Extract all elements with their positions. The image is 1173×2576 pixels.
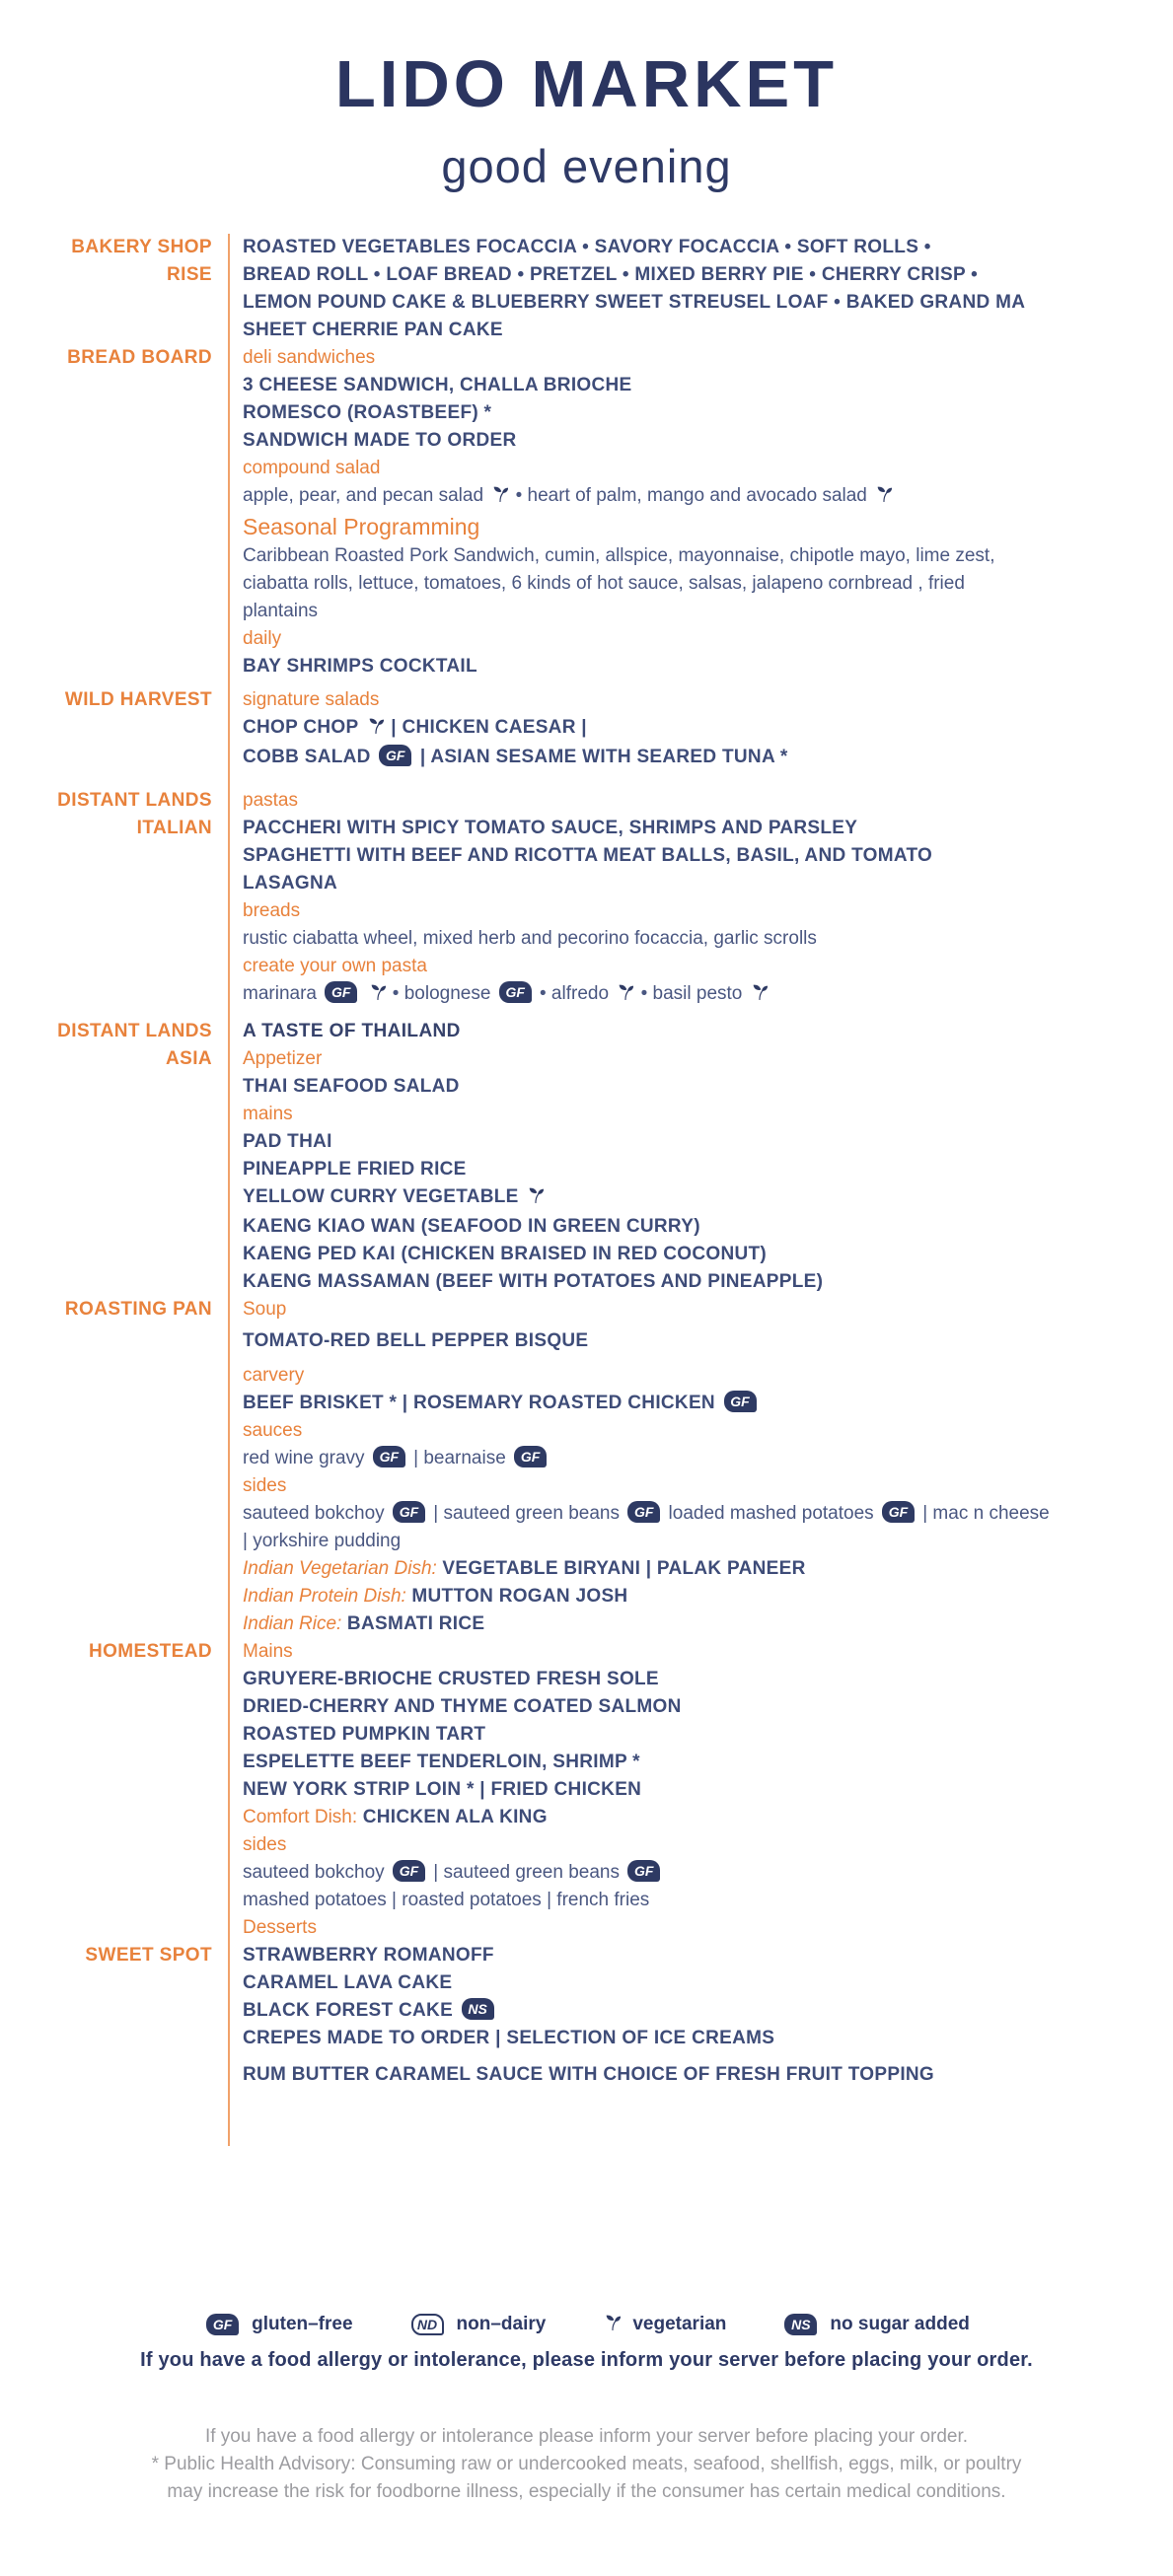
menu-line: SHEET CHERRIE PAN CAKE (243, 319, 503, 340)
menu-line: apple, pear, and pecan salad • heart of palm, mango and avocado salad (243, 482, 1173, 512)
gluten-free-badge-icon: GF (373, 1446, 405, 1467)
gluten-free-badge-icon: GF (627, 1860, 660, 1882)
menu-line: YELLOW CURRY VEGETABLE (243, 1183, 1173, 1213)
menu-line: GRUYERE-BRIOCHE CRUSTED FRESH SOLE (243, 1668, 659, 1689)
menu-line: Indian Vegetarian Dish: VEGETABLE BIRYANI | PALAK PANEER (243, 1557, 806, 1579)
menu-line: THAI SEAFOOD SALAD (243, 1075, 460, 1097)
menu-line: ROASTED PUMPKIN TART (243, 1723, 486, 1745)
gluten-free-badge-icon: GF (514, 1446, 547, 1467)
gluten-free-badge-icon: GF (393, 1501, 425, 1523)
section-items (228, 344, 1173, 680)
legend-label: vegetarian (632, 2313, 727, 2334)
menu-line: COBB SALAD GF | ASIAN SESAME WITH SEARED TUNA * (243, 746, 788, 767)
section-label: ASIA (166, 1047, 212, 1069)
menu-line: BEEF BRISKET * | ROSEMARY ROASTED CHICKEN GF (243, 1390, 1173, 1417)
section-items (228, 1010, 1173, 1296)
section-label-column (0, 771, 228, 1010)
vegetarian-leaf-icon (616, 981, 633, 1010)
menu-line: NEW YORK STRIP LOIN * | FRIED CHICKEN (243, 1778, 642, 1800)
menu-line: ROASTED VEGETABLES FOCACCIA • SAVORY FOCACCIA • SOFT ROLLS • (243, 236, 931, 257)
section-items (228, 234, 1173, 344)
section-items (228, 771, 1173, 1010)
section-label-column (0, 1942, 228, 2146)
section-items (228, 1638, 1173, 1942)
gluten-free-badge-icon: GF (882, 1501, 915, 1523)
menu (0, 234, 1173, 2146)
gluten-free-badge-icon: GF (393, 1860, 425, 1882)
allergy-advisory: If you have a food allergy or intolerance, please inform your server before placing your order. (140, 2348, 1033, 2371)
menu-section (0, 1296, 1173, 1638)
menu-line: PAD THAI (243, 1130, 332, 1152)
menu-line: mashed potatoes | roasted potatoes | french fries (243, 1889, 650, 1910)
vegetarian-leaf-icon (366, 715, 384, 744)
menu-line: Mains (243, 1640, 293, 1662)
menu-line: Caribbean Roasted Pork Sandwich, cumin, allspice, mayonnaise, chipotle mayo, lime zest, (243, 544, 995, 566)
menu-line: BAY SHRIMPS COCKTAIL (243, 655, 477, 677)
section-label: RISE (167, 263, 212, 285)
menu-line: ROMESCO (ROASTBEEF) * (243, 401, 492, 423)
menu-section (0, 344, 1173, 680)
menu-line: BLACK FOREST CAKE NS (243, 1997, 1173, 2025)
menu-line: breads (243, 899, 301, 921)
gluten-free-badge-icon: GF (499, 981, 532, 1003)
menu-line: deli sandwiches (243, 346, 376, 368)
legend-label: no sugar added (830, 2313, 970, 2334)
gluten-free-badge-icon: GF (724, 1391, 757, 1412)
footer-note-line: * Public Health Advisory: Consuming raw or undercooked meats, seafood, shellfish, eggs, milk, or poultry (151, 2453, 1022, 2474)
menu-section (0, 1010, 1173, 1296)
menu-section (0, 1942, 1173, 2146)
vegetarian-leaf-icon (368, 981, 386, 1010)
section-label-column (0, 344, 228, 680)
menu-line: A TASTE OF THAILAND (243, 1020, 461, 1041)
menu-line: ESPELETTE BEEF TENDERLOIN, SHRIMP * (243, 1751, 640, 1772)
menu-line: Indian Rice: BASMATI RICE (243, 1612, 485, 1634)
menu-line: sauteed bokchoy GF | sauteed green beans GF loaded mashed potatoes GF | mac n cheese (243, 1502, 1050, 1524)
section-label-column (0, 680, 228, 771)
menu-line: KAENG MASSAMAN (BEEF WITH POTATOES AND PINEAPPLE) (243, 1270, 824, 1292)
vegetarian-leaf-icon (603, 2312, 621, 2337)
legend-item (203, 2314, 352, 2335)
no-sugar-added-badge-icon: NS (462, 1998, 494, 2020)
menu-line: pastas (243, 789, 298, 811)
menu-line: CHOP CHOP | CHICKEN CAESAR | (243, 714, 1173, 744)
vegetarian-leaf-icon (526, 1184, 544, 1213)
ns-badge-icon: NS (784, 2314, 817, 2335)
menu-page (0, 47, 1173, 2576)
menu-line: Appetizer (243, 1047, 323, 1069)
footer-note-line: If you have a food allergy or intolerance please inform your server before placing your order. (204, 2425, 969, 2447)
dish-type-prefix: Indian Rice: (243, 1612, 342, 1634)
section-label: BREAD BOARD (67, 346, 212, 368)
menu-line: sides (243, 1474, 287, 1496)
page-title: LIDO MARKET (334, 47, 839, 121)
menu-line: Soup (243, 1298, 287, 1320)
legend-item (601, 2312, 726, 2337)
section-label: SWEET SPOT (85, 1944, 212, 1966)
menu-line: create your own pasta (243, 955, 427, 976)
section-label: ITALIAN (136, 817, 212, 838)
menu-line: BREAD ROLL • LOAF BREAD • PRETZEL • MIXED BERRY PIE • CHERRY CRISP • (243, 263, 979, 285)
menu-line: rustic ciabatta wheel, mixed herb and pecorino focaccia, garlic scrolls (243, 927, 817, 949)
menu-line: Comfort Dish: CHICKEN ALA KING (243, 1806, 548, 1827)
menu-line: compound salad (243, 457, 381, 478)
menu-line: signature salads (243, 688, 380, 710)
gluten-free-badge-icon: GF (627, 1501, 660, 1523)
menu-line: KAENG KIAO WAN (SEAFOOD IN GREEN CURRY) (243, 1215, 700, 1237)
menu-line: DRIED-CHERRY AND THYME COATED SALMON (243, 1695, 682, 1717)
footer-notes (0, 2423, 1173, 2506)
menu-line: carvery (243, 1364, 305, 1386)
menu-line: daily (243, 627, 282, 649)
vegetarian-leaf-icon (490, 483, 508, 512)
menu-line: KAENG PED KAI (CHICKEN BRAISED IN RED COCONUT) (243, 1243, 768, 1264)
dietary-legend (0, 2312, 1173, 2337)
section-label: DISTANT LANDS (57, 789, 212, 811)
dish-type-prefix: Indian Vegetarian Dish: (243, 1557, 437, 1579)
menu-line: | yorkshire pudding (243, 1530, 402, 1551)
section-label-column (0, 1296, 228, 1638)
menu-line: Desserts (243, 1916, 317, 1938)
menu-line: sides (243, 1833, 287, 1855)
gluten-free-badge-icon: GF (325, 981, 357, 1003)
menu-section (0, 771, 1173, 1010)
section-label: DISTANT LANDS (57, 1020, 212, 1041)
section-items (228, 1942, 1173, 2146)
vegetarian-leaf-icon (874, 483, 892, 512)
section-label: HOMESTEAD (89, 1640, 212, 1662)
menu-line: PACCHERI WITH SPICY TOMATO SAUCE, SHRIMPS AND PARSLEY (243, 817, 858, 838)
menu-line: SPAGHETTI WITH BEEF AND RICOTTA MEAT BALLS, BASIL, AND TOMATO (243, 844, 933, 866)
menu-line: 3 CHEESE SANDWICH, CHALLA BRIOCHE (243, 374, 632, 395)
menu-line: LEMON POUND CAKE & BLUEBERRY SWEET STREUSEL LOAF • BAKED GRAND MA (243, 291, 1026, 313)
footer-note-line: may increase the risk for foodborne illness, especially if the consumer has certain medical conditions. (167, 2480, 1006, 2502)
menu-section (0, 234, 1173, 344)
menu-line: PINEAPPLE FRIED RICE (243, 1158, 467, 1180)
menu-line: CARAMEL LAVA CAKE (243, 1971, 453, 1993)
menu-line: Indian Protein Dish: MUTTON ROGAN JOSH (243, 1585, 628, 1607)
menu-line: plantains (243, 600, 319, 621)
legend-item (781, 2314, 969, 2335)
section-label-column (0, 1638, 228, 1942)
menu-line: CREPES MADE TO ORDER | SELECTION OF ICE CREAMS (243, 2027, 775, 2048)
menu-line: sauteed bokchoy GF | sauteed green beans GF (243, 1859, 1173, 1887)
section-label-column (0, 1010, 228, 1296)
gluten-free-badge-icon: GF (379, 745, 411, 766)
menu-line: ciabatta rolls, lettuce, tomatoes, 6 kinds of hot sauce, salsas, jalapeno cornbread , fried (243, 572, 965, 594)
menu-line: Seasonal Programming (243, 513, 480, 539)
legend-label: gluten–free (252, 2313, 353, 2334)
section-label-column (0, 234, 228, 344)
menu-line: STRAWBERRY ROMANOFF (243, 1944, 494, 1966)
menu-line: LASAGNA (243, 872, 338, 894)
menu-line: marinara GF • bolognese GF • alfredo • basil pesto (243, 980, 1173, 1010)
page-subtitle: good evening (441, 140, 732, 192)
menu-section (0, 1638, 1173, 1942)
menu-line: RUM BUTTER CARAMEL SAUCE WITH CHOICE OF FRESH FRUIT TOPPING (243, 2063, 934, 2085)
menu-line: TOMATO-RED BELL PEPPER BISQUE (243, 1329, 589, 1351)
menu-line: red wine gravy GF | bearnaise GF (243, 1445, 1173, 1472)
vegetarian-leaf-icon (750, 981, 768, 1010)
dish-type-prefix: Indian Protein Dish: (243, 1585, 406, 1607)
section-items (228, 1296, 1173, 1638)
legend-item (408, 2314, 547, 2335)
nd-badge-icon: ND (411, 2314, 444, 2335)
section-label: ROASTING PAN (64, 1298, 212, 1320)
menu-section (0, 680, 1173, 771)
menu-line: SANDWICH MADE TO ORDER (243, 429, 517, 451)
gf-badge-icon: GF (206, 2314, 239, 2335)
menu-line: sauces (243, 1419, 303, 1441)
menu-line: mains (243, 1103, 293, 1124)
section-label: WILD HARVEST (64, 688, 212, 710)
section-label: BAKERY SHOP (71, 236, 212, 257)
legend-label: non–dairy (456, 2313, 547, 2334)
section-items (228, 680, 1173, 771)
dish-type-prefix: Comfort Dish: (243, 1806, 358, 1827)
